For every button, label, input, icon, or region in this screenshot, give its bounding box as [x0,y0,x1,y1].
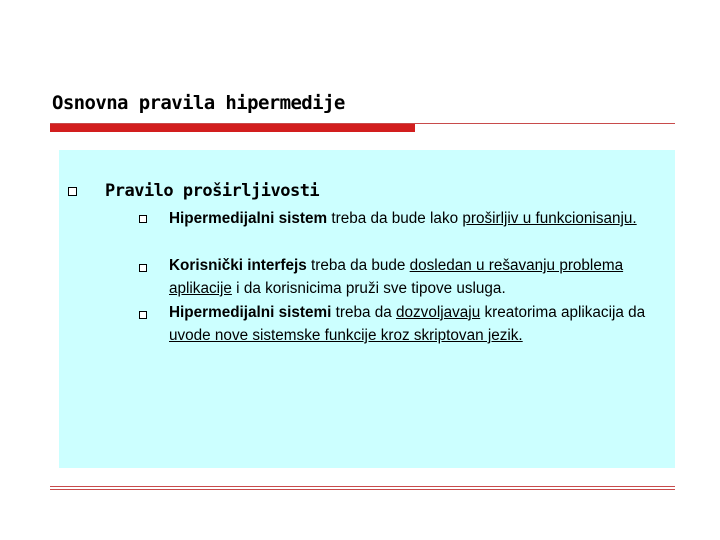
list-item [169,207,659,230]
item-underlined-text: dozvoljavaju [396,304,481,321]
item-bold-term: Hipermedijalni sistemi [169,304,332,321]
item-underlined-text: dosledan u rešavanju problema aplikacije [169,257,624,297]
title-divider-thick [50,124,415,132]
square-bullet-icon [139,311,147,319]
square-bullet-icon [139,264,147,272]
footer-divider [50,489,675,490]
slide-title: Osnovna pravila hipermedije [52,92,345,114]
list-item [169,301,659,347]
item-text: kreatorima aplikacija da [480,304,646,321]
item-text: treba da [331,304,397,321]
section-heading: Pravilo proširljivosti [105,181,320,201]
item-underlined-text: proširljiv u funkcionisanju. [462,210,637,227]
square-bullet-icon [139,215,147,223]
footer-divider [50,486,675,487]
item-underlined-text: uvode nove sistemske funkcije kroz skriptovan jezik. [169,327,523,344]
item-bold-term: Korisnički interfejs [169,257,307,274]
list-item [169,254,659,300]
item-text: treba da bude lako [327,210,463,227]
item-text: treba da bude [306,257,410,274]
square-bullet-icon [68,187,77,196]
item-text: i da korisnicima pruži sve tipove usluga. [231,280,506,297]
item-bold-term: Hipermedijalni sistem [169,210,328,227]
